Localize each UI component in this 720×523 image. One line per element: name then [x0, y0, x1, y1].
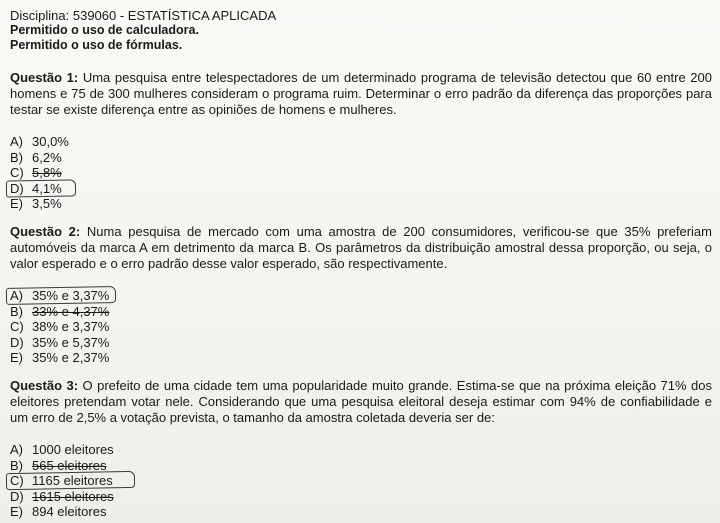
calculator-permission: Permitido o uso de calculadora.	[10, 23, 199, 37]
option-2c[interactable]: C) 38% e 3,37%	[10, 319, 110, 334]
option-3a[interactable]: A) 1000 eleitores	[10, 442, 114, 457]
question-3	[10, 378, 712, 426]
option-3c-marked[interactable]: C) 1165 eleitores	[10, 473, 113, 488]
question-2-label: Questão 2:	[10, 224, 81, 239]
option-1e[interactable]: E) 3,5%	[10, 196, 62, 211]
option-2a-marked[interactable]: A) 35% e 3,37%	[10, 288, 110, 303]
discipline-title: Disciplina: 539060 - ESTATÍSTICA APLICADA	[10, 8, 277, 23]
option-3d[interactable]: D) 1615 eleitores	[10, 488, 114, 504]
question-2-text: Numa pesquisa de mercado com uma amostra de 200 consumidores, verificou-se que 35% preferiam automóveis da marca A em detrimento da marca B. Os parâmetros da distribuição amostral dessa proporção, ou seja, o valor esperado e o erro padrão desse valor esperado, são respectivamente.	[10, 224, 712, 271]
option-1b[interactable]: B) 6,2%	[10, 149, 62, 165]
option-1d-marked[interactable]: D) 4,1%	[10, 181, 69, 197]
option-3b[interactable]: B) 565 eleitores	[10, 457, 107, 473]
formulas-permission: Permitido o uso de fórmulas.	[10, 38, 183, 52]
option-2d[interactable]: D) 35% e 5,37%	[10, 334, 110, 350]
question-1-label: Questão 1:	[10, 70, 79, 85]
option-1c[interactable]: C) 5,8%	[10, 165, 62, 180]
exam-header	[10, 8, 276, 53]
option-1a[interactable]: A) 30,0%	[10, 134, 69, 149]
question-1	[10, 70, 712, 118]
option-2b[interactable]: B) 33% e 4,37%	[10, 303, 110, 319]
question-2	[10, 224, 712, 272]
question-1-text: Uma pesquisa entre telespectadores de um determinado programa de televisão detectou que 60 entre 200 homens e 75 de 300 mulheres consideram o programa ruim. Determinar o erro padrão da diferença das proporções para testar se existe diferença entre as opiniões de homens e mulheres.	[10, 70, 712, 117]
question-1-options	[10, 134, 69, 212]
question-3-options	[10, 442, 114, 520]
question-3-text: O prefeito de uma cidade tem uma popularidade muito grande. Estima-se que na próxima eleição 71% dos eleitores pretendam votar nele. Considerando que uma pesquisa eleitoral deseja estimar com 94% de confiabilidade e um erro de 2,5% a votação prevista, o tamanho da amostra coletada deveria ser de:	[10, 378, 712, 425]
option-2e[interactable]: E) 35% e 2,37%	[10, 350, 110, 365]
question-3-label: Questão 3:	[10, 378, 79, 393]
option-3e[interactable]: E) 894 eleitores	[10, 504, 107, 519]
question-2-options	[10, 288, 109, 366]
